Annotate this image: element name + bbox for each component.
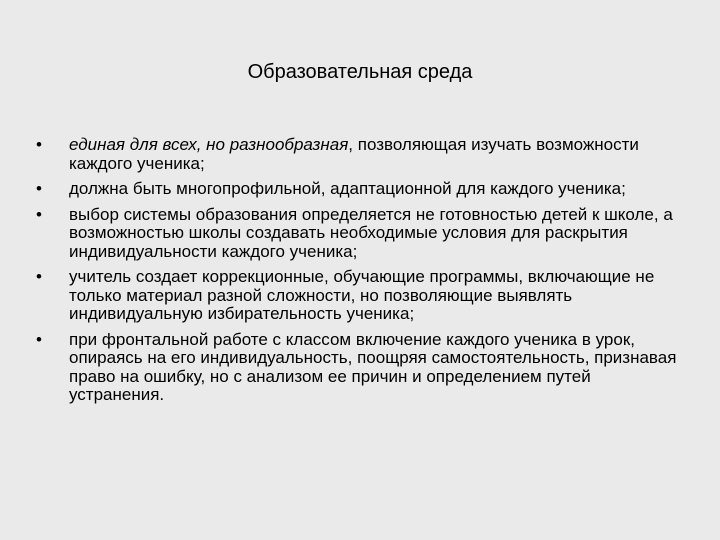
bullet-marker: • [36,329,42,349]
bullet-item [36,136,686,173]
bullet-marker: • [36,179,42,198]
bullet-text: учитель создает коррекционные, обучающие программы, включающие не только материал разной сложности, но позволяющие выявлять индивидуальную избирательность ученика; [69,267,655,323]
bullet-text: при фронтальной работе с классом включение каждого ученика в урок, опираясь на его индивидуальность, поощряя самостоятельность, признавая право на ошибку, но с анализом ее причин и определением путей устранения. [69,329,677,404]
bullet-item [36,180,686,199]
bullet-marker: • [36,267,42,286]
bullet-list [36,136,686,412]
bullet-item [36,331,686,405]
bullet-emphasis: единая для всех, но разнообразная [69,135,349,154]
bullet-item [36,268,686,324]
bullet-text: должна быть многопрофильной, адаптационной для каждого ученика; [69,179,626,198]
bullet-text: , позволяющая изучать возможности каждого ученика; [69,135,639,173]
slide-title: Образовательная среда [247,61,473,83]
bullet-item [36,206,686,262]
bullet-marker: • [36,135,42,154]
bullet-marker: • [36,204,42,224]
bullet-text: выбор системы образования определяется не готовностью детей к школе, а возможностью школы создавать необходимые условия для раскрытия индивидуальности каждого ученика; [69,204,673,261]
